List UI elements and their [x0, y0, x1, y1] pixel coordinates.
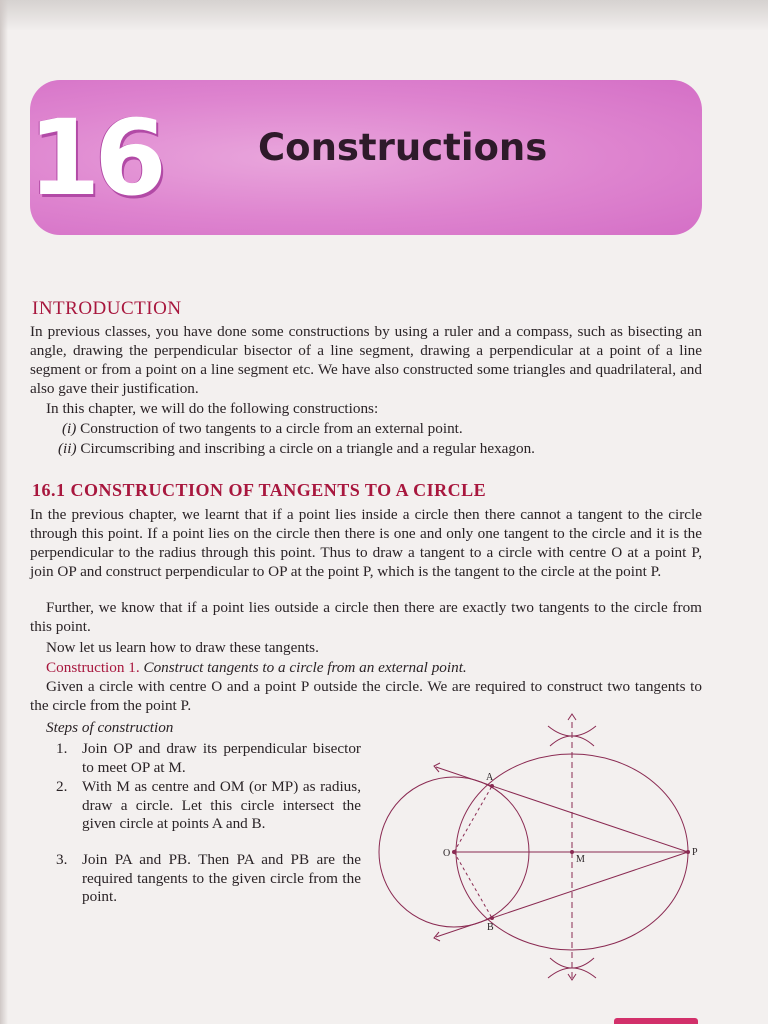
step-1-text: Join OP and draw its perpendicular bisector to meet OP at M.	[82, 740, 361, 776]
label-m: M	[576, 854, 585, 865]
intro-paragraph: In previous classes, you have done some constructions by using a ruler and a compass, such as bisecting an angle, drawing the perpendicular bisector of a line segment, drawing a perpendicular at a point of a line segment or from a point on a line segment etc. We have also constructed some triangles and quadrilateral, and also gave their justification.	[30, 323, 702, 397]
section-paragraph-1: In the previous chapter, we learnt that if a point lies inside a circle then there cannot a tangent to the circle through this point. If a point lies on the circle then there is one and only one tangent to the circle and it is the perpendicular to the radius through this point. Thus to draw a tangent to a circle with centre O at a point P, join OP and construct perpendicular to OP at the point P, which is the tangent to the circle at the point P.	[30, 506, 702, 580]
construction-heading	[46, 658, 467, 677]
step-1-number: 1.	[56, 740, 68, 757]
section-paragraph-2: Further, we know that if a point lies outside a circle then there are exactly two tangents to the circle from this point.	[30, 599, 702, 635]
point-o	[452, 850, 456, 854]
intro-item-1-marker: (i)	[62, 420, 77, 437]
chapter-title: Constructions	[258, 126, 548, 169]
point-b	[490, 916, 494, 920]
arrow-top	[568, 714, 576, 720]
point-m	[570, 850, 574, 854]
chapter-number: 16	[28, 97, 161, 219]
steps-title: Steps of construction	[46, 719, 174, 736]
page-tab-marker	[614, 1018, 698, 1024]
intro-lead: In this chapter, we will do the following constructions:	[46, 400, 379, 417]
section-paragraph-3: Now let us learn how to draw these tangents.	[46, 639, 319, 656]
intro-item-1-text: Construction of two tangents to a circle from an external point.	[80, 420, 463, 437]
label-a: A	[486, 772, 494, 783]
radius-ob	[454, 852, 492, 918]
tangent-construction-figure	[370, 712, 710, 992]
construction-text: Construct tangents to a circle from an external point.	[143, 659, 467, 676]
label-p: P	[692, 847, 698, 858]
intro-item-2-text: Circumscribing and inscribing a circle on a triangle and a regular hexagon.	[80, 440, 535, 457]
section-paragraph-4: Given a circle with centre O and a point P outside the circle. We are required to construct two tangents to the circle from the point P.	[30, 678, 702, 714]
step-3-number: 3.	[56, 851, 68, 868]
label-b: B	[487, 922, 494, 933]
step-2-number: 2.	[56, 778, 68, 795]
intro-item-2-marker: (ii)	[58, 440, 77, 457]
intro-item-2	[58, 439, 535, 458]
point-a	[490, 784, 494, 788]
step-3-text: Join PA and PB. Then PA and PB are the required tangents to the given circle from the point.	[82, 851, 361, 905]
page-top-edge	[0, 0, 768, 30]
construction-label: Construction 1.	[46, 659, 140, 676]
label-o: O	[443, 848, 451, 859]
section-heading: 16.1 CONSTRUCTION OF TANGENTS TO A CIRCLE	[32, 480, 487, 500]
intro-heading: INTRODUCTION	[32, 298, 182, 319]
step-2-text: With M as centre and OM (or MP) as radius, draw a circle. Let this circle intersect the given circle at points A and B.	[82, 778, 361, 832]
radius-oa	[454, 786, 492, 852]
intro-item-1	[62, 419, 463, 438]
binding-shadow	[0, 0, 8, 1024]
point-p	[686, 850, 690, 854]
